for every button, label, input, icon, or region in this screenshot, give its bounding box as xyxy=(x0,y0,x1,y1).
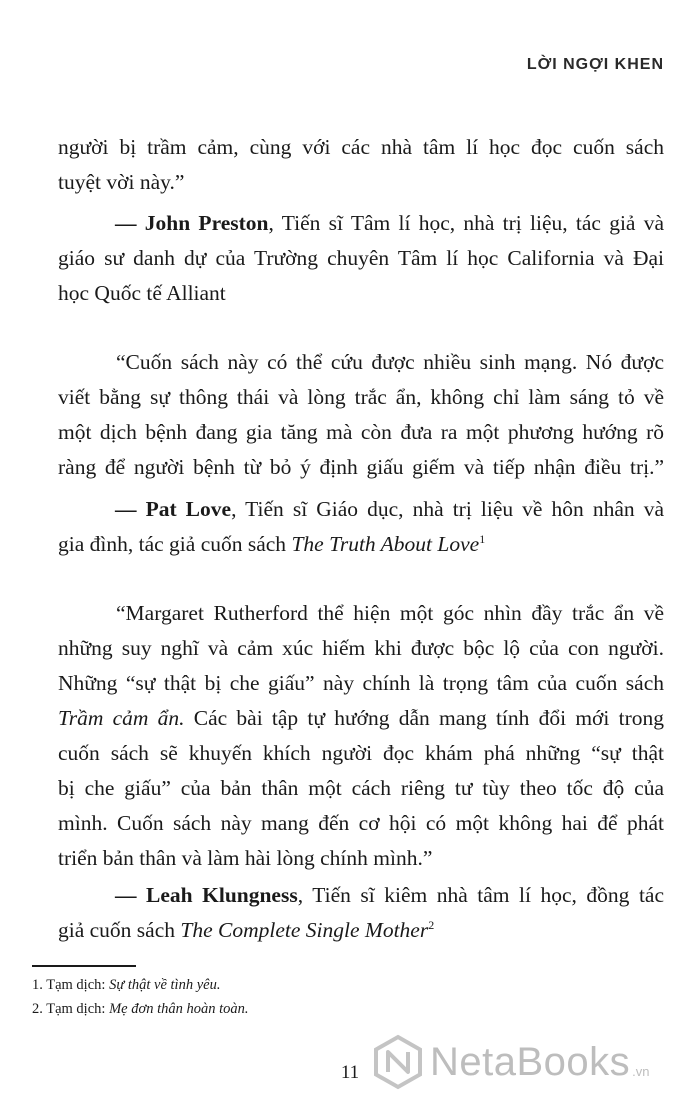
watermark xyxy=(370,1034,650,1090)
footnote-title: Mẹ đơn thân hoàn toàn. xyxy=(109,1001,249,1017)
running-header: LỜI NGỢI KHEN xyxy=(526,56,664,73)
text-line: một dịch bệnh đang gia tăng mà còn đưa ra một phương hướng rõ xyxy=(58,420,664,444)
author-name: Pat Love xyxy=(145,497,232,521)
footnote-divider xyxy=(32,965,136,967)
book-title: The Truth About Love xyxy=(291,532,480,556)
text-line: Những “sự thật bị che giấu” này chính là trọng tâm của cuốn sách xyxy=(58,671,664,695)
attribution-pat-love xyxy=(58,492,664,562)
quote-continuation xyxy=(58,130,664,200)
text-line: người bị trầm cảm, cùng với các nhà tâm lí học đọc cuốn sách xyxy=(58,135,664,159)
author-credentials: , Tiến sĩ Giáo dục, nhà trị liệu về hôn nhân và xyxy=(231,497,665,521)
author-credentials: , Tiến sĩ kiêm nhà tâm lí học, đồng tác xyxy=(297,883,664,907)
text-segment: gia đình, tác giả cuốn sách xyxy=(58,532,292,556)
attribution-line xyxy=(58,527,664,562)
text-line: “Margaret Rutherford thể hiện một góc nhìn đầy trắc ẩn về xyxy=(116,601,664,625)
footnote-title: Sự thật về tình yêu. xyxy=(109,977,221,993)
netabooks-logo-icon xyxy=(370,1034,426,1090)
attribution-line xyxy=(58,878,664,913)
book-title: The Complete Single Mother xyxy=(180,918,429,942)
attribution-line xyxy=(58,206,664,241)
attribution-line xyxy=(58,492,664,527)
watermark-brand: NetaBooks xyxy=(430,1039,631,1084)
footnote-prefix: 2. Tạm dịch: xyxy=(32,1001,110,1017)
attribution-leah-klungness xyxy=(58,878,664,948)
text-line: những suy nghĩ và cảm xúc hiếm khi được bộc lộ của con người. xyxy=(58,636,664,660)
footnote-prefix: 1. Tạm dịch: xyxy=(32,977,110,993)
attribution-dash: — xyxy=(115,883,147,907)
text-line: triển bản thân và làm hài lòng chính mình.” xyxy=(58,846,433,870)
book-title: Trầm cảm ẩn. xyxy=(58,706,185,730)
text-segment: giả cuốn sách xyxy=(58,918,181,942)
text-line: bị che giấu” của bản thân một cách riêng tư tùy theo tốc độ của xyxy=(58,776,664,800)
text-line: cuốn sách sẽ khuyến khích người đọc khám phá những “sự thật xyxy=(58,741,664,765)
author-credentials: , Tiến sĩ Tâm lí học, nhà trị liệu, tác giả và xyxy=(268,211,665,235)
attribution-dash: — xyxy=(115,211,145,235)
text-line: học Quốc tế Alliant xyxy=(58,281,226,305)
footnote-ref: 2 xyxy=(428,918,435,932)
author-name: John Preston xyxy=(144,211,269,235)
text-line: giáo sư danh dự của Trường chuyên Tâm lí học California và Đại xyxy=(58,246,664,270)
footnote-1 xyxy=(32,975,220,995)
text-line: tuyệt vời này.” xyxy=(58,170,185,194)
text-line: ràng để người bệnh từ bỏ ý định giấu giếm và tiếp nhận điều trị.” xyxy=(58,455,664,479)
quote-margaret-rutherford xyxy=(58,596,664,876)
text-segment: Các bài tập tự hướng dẫn mang tính đổi mới trong xyxy=(184,706,664,730)
author-name: Leah Klungness xyxy=(146,883,298,907)
attribution-dash: — xyxy=(115,497,146,521)
footnote-2 xyxy=(32,999,249,1019)
quote-pat-love xyxy=(58,345,664,485)
watermark-suffix: .vn xyxy=(632,1063,650,1079)
text-line: “Cuốn sách này có thể cứu được nhiều sinh mạng. Nó được xyxy=(116,350,664,374)
text-line: viết bằng sự thông thái và lòng trắc ẩn, không chỉ làm sáng tỏ về xyxy=(58,385,664,409)
footnote-ref: 1 xyxy=(479,532,486,546)
text-line xyxy=(58,701,664,736)
page-number: 11 xyxy=(340,1062,360,1083)
attribution-john-preston xyxy=(58,206,664,311)
text-line: mình. Cuốn sách này mang đến cơ hội có một không hai để phát xyxy=(58,811,664,835)
attribution-line xyxy=(58,913,664,948)
